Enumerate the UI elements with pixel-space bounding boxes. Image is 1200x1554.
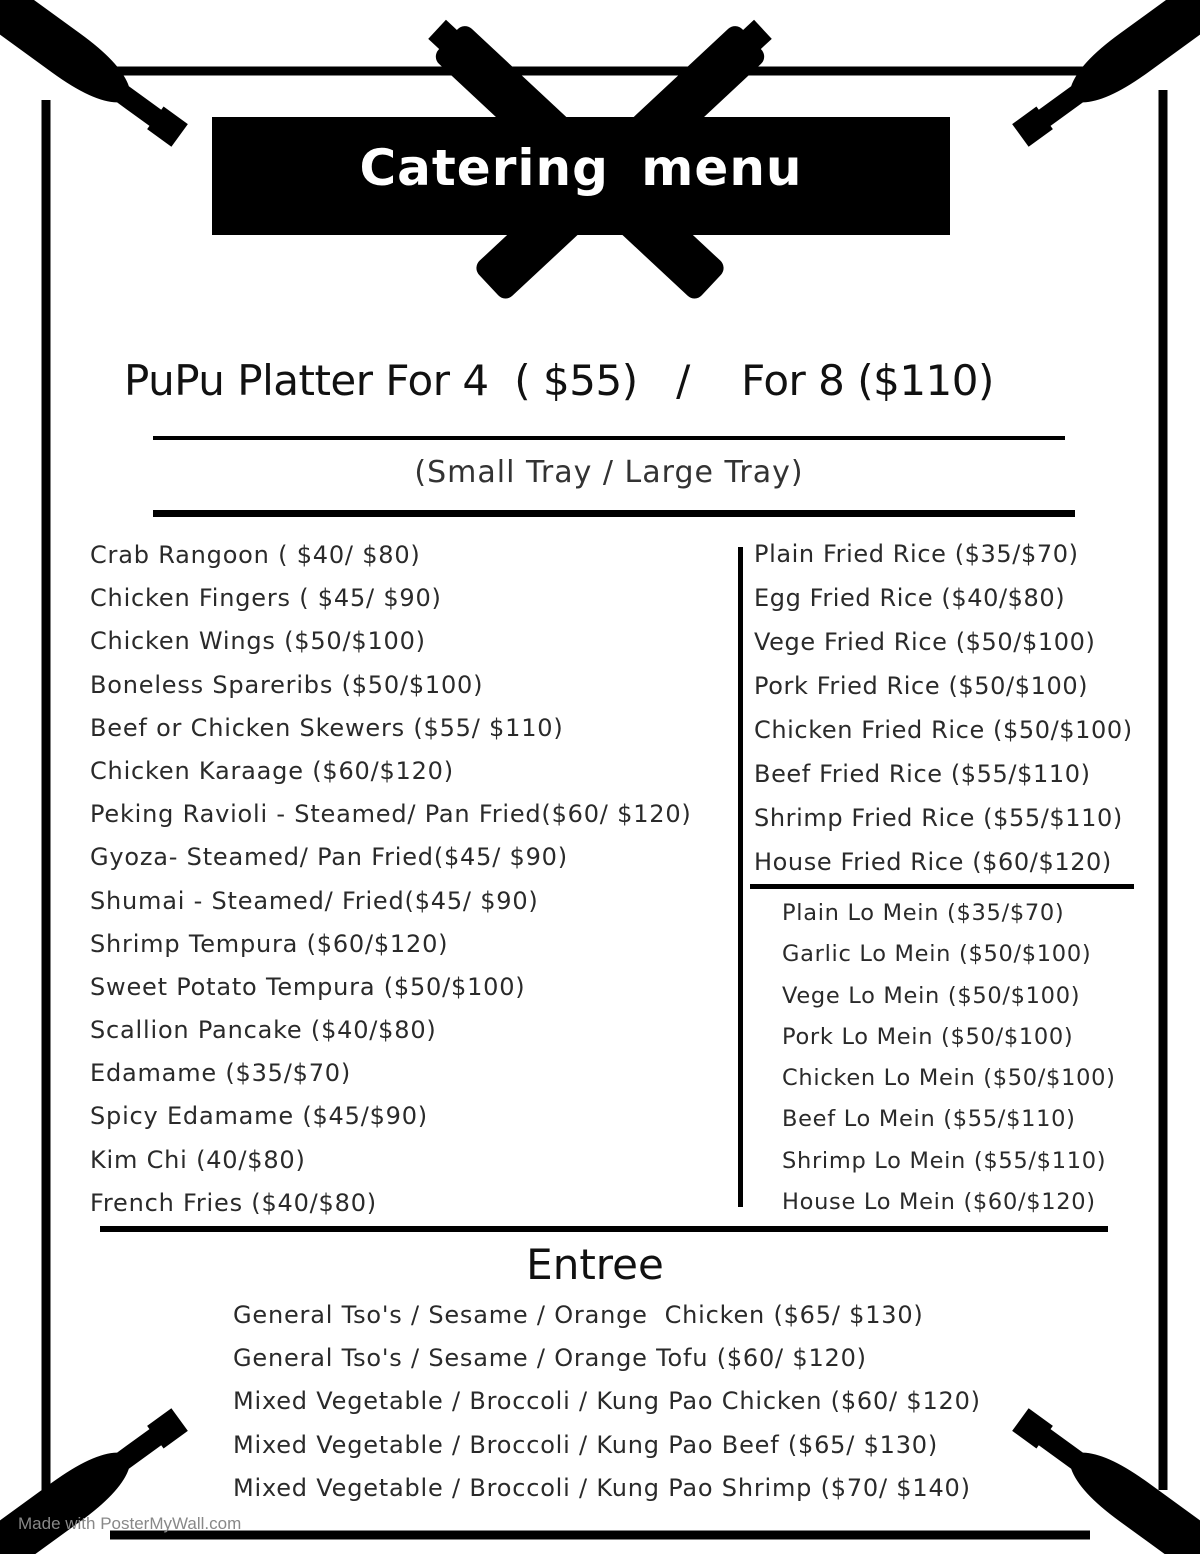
list-item: Peking Ravioli - Steamed/ Pan Fried($60/ $120) — [90, 800, 692, 829]
list-item: Beef Lo Mein ($55/$110) — [782, 1106, 1076, 1133]
list-item: Kim Chi (40/$80) — [90, 1145, 306, 1174]
list-item: Vege Fried Rice ($50/$100) — [754, 628, 1096, 656]
list-item: Plain Lo Mein ($35/$70) — [782, 900, 1065, 926]
list-item: Gyoza- Steamed/ Pan Fried($45/ $90) — [90, 843, 568, 872]
list-item: Shrimp Fried Rice ($55/$110) — [754, 804, 1123, 832]
page-title: Catering menu — [359, 139, 803, 197]
entree-heading: Entree — [526, 1240, 664, 1289]
divider-top — [153, 436, 1065, 440]
tray-size-note: (Small Tray / Large Tray) — [414, 455, 804, 490]
divider-entree — [100, 1226, 1108, 1232]
title-banner — [212, 117, 950, 235]
divider-under-tray — [153, 510, 1075, 517]
list-item: Mixed Vegetable / Broccoli / Kung Pao Chicken ($60/ $120) — [233, 1387, 981, 1416]
list-item: Vege Lo Mein ($50/$100) — [782, 982, 1081, 1009]
list-item: Shrimp Tempura ($60/$120) — [90, 929, 449, 958]
list-item: Beef Fried Rice ($55/$110) — [754, 760, 1091, 788]
fried-rice-list — [754, 532, 1133, 884]
appetizer-list — [90, 534, 692, 1225]
pupu-platter-heading: PuPu Platter For 4 ( $55) / For 8 ($110) — [124, 356, 994, 405]
list-item: Beef or Chicken Skewers ($55/ $110) — [90, 713, 564, 742]
list-item: Garlic Lo Mein ($50/$100) — [782, 941, 1092, 968]
list-item: Chicken Wings ($50/$100) — [90, 627, 426, 656]
list-item: House Lo Mein ($60/$120) — [782, 1189, 1096, 1216]
list-item: Chicken Fried Rice ($50/$100) — [754, 716, 1133, 744]
list-item: Mixed Vegetable / Broccoli / Kung Pao Beef ($65/ $130) — [233, 1430, 939, 1459]
list-item: Edamame ($35/$70) — [90, 1059, 351, 1088]
list-item: Egg Fried Rice ($40/$80) — [754, 584, 1066, 612]
list-item: General Tso's / Sesame / Orange Chicken ($65/ $130) — [233, 1301, 924, 1329]
list-item: Mixed Vegetable / Broccoli / Kung Pao Shrimp ($70/ $140) — [233, 1473, 971, 1502]
list-item: Chicken Fingers ( $45/ $90) — [90, 584, 442, 613]
list-item: Scallion Pancake ($40/$80) — [90, 1016, 437, 1045]
list-item: Pork Lo Mein ($50/$100) — [782, 1023, 1074, 1050]
list-item: Spicy Edamame ($45/$90) — [90, 1102, 428, 1131]
list-item: Shrimp Lo Mein ($55/$110) — [782, 1147, 1107, 1174]
lo-mein-list — [782, 893, 1116, 1223]
column-divider — [738, 547, 743, 1207]
list-item: Shumai - Steamed/ Fried($45/ $90) — [90, 886, 539, 915]
list-item: Crab Rangoon ( $40/ $80) — [90, 541, 421, 569]
entree-list — [233, 1294, 981, 1510]
list-item: Chicken Karaage ($60/$120) — [90, 756, 454, 785]
watermark: Made with PosterMyWall.com — [18, 1514, 242, 1533]
list-item: Chicken Lo Mein ($50/$100) — [782, 1065, 1116, 1092]
list-item: Pork Fried Rice ($50/$100) — [754, 672, 1089, 700]
list-item: House Fried Rice ($60/$120) — [754, 848, 1112, 876]
divider-rice-lomein — [750, 884, 1134, 889]
bottle-top-left-icon — [0, 0, 194, 155]
list-item: French Fries ($40/$80) — [90, 1188, 377, 1217]
list-item: Sweet Potato Tempura ($50/$100) — [90, 972, 526, 1001]
list-item: Boneless Spareribs ($50/$100) — [90, 670, 484, 699]
list-item: General Tso's / Sesame / Orange Tofu ($60/ $120) — [233, 1344, 867, 1373]
bottle-top-right-icon — [1006, 0, 1200, 155]
list-item: Plain Fried Rice ($35/$70) — [754, 540, 1079, 568]
